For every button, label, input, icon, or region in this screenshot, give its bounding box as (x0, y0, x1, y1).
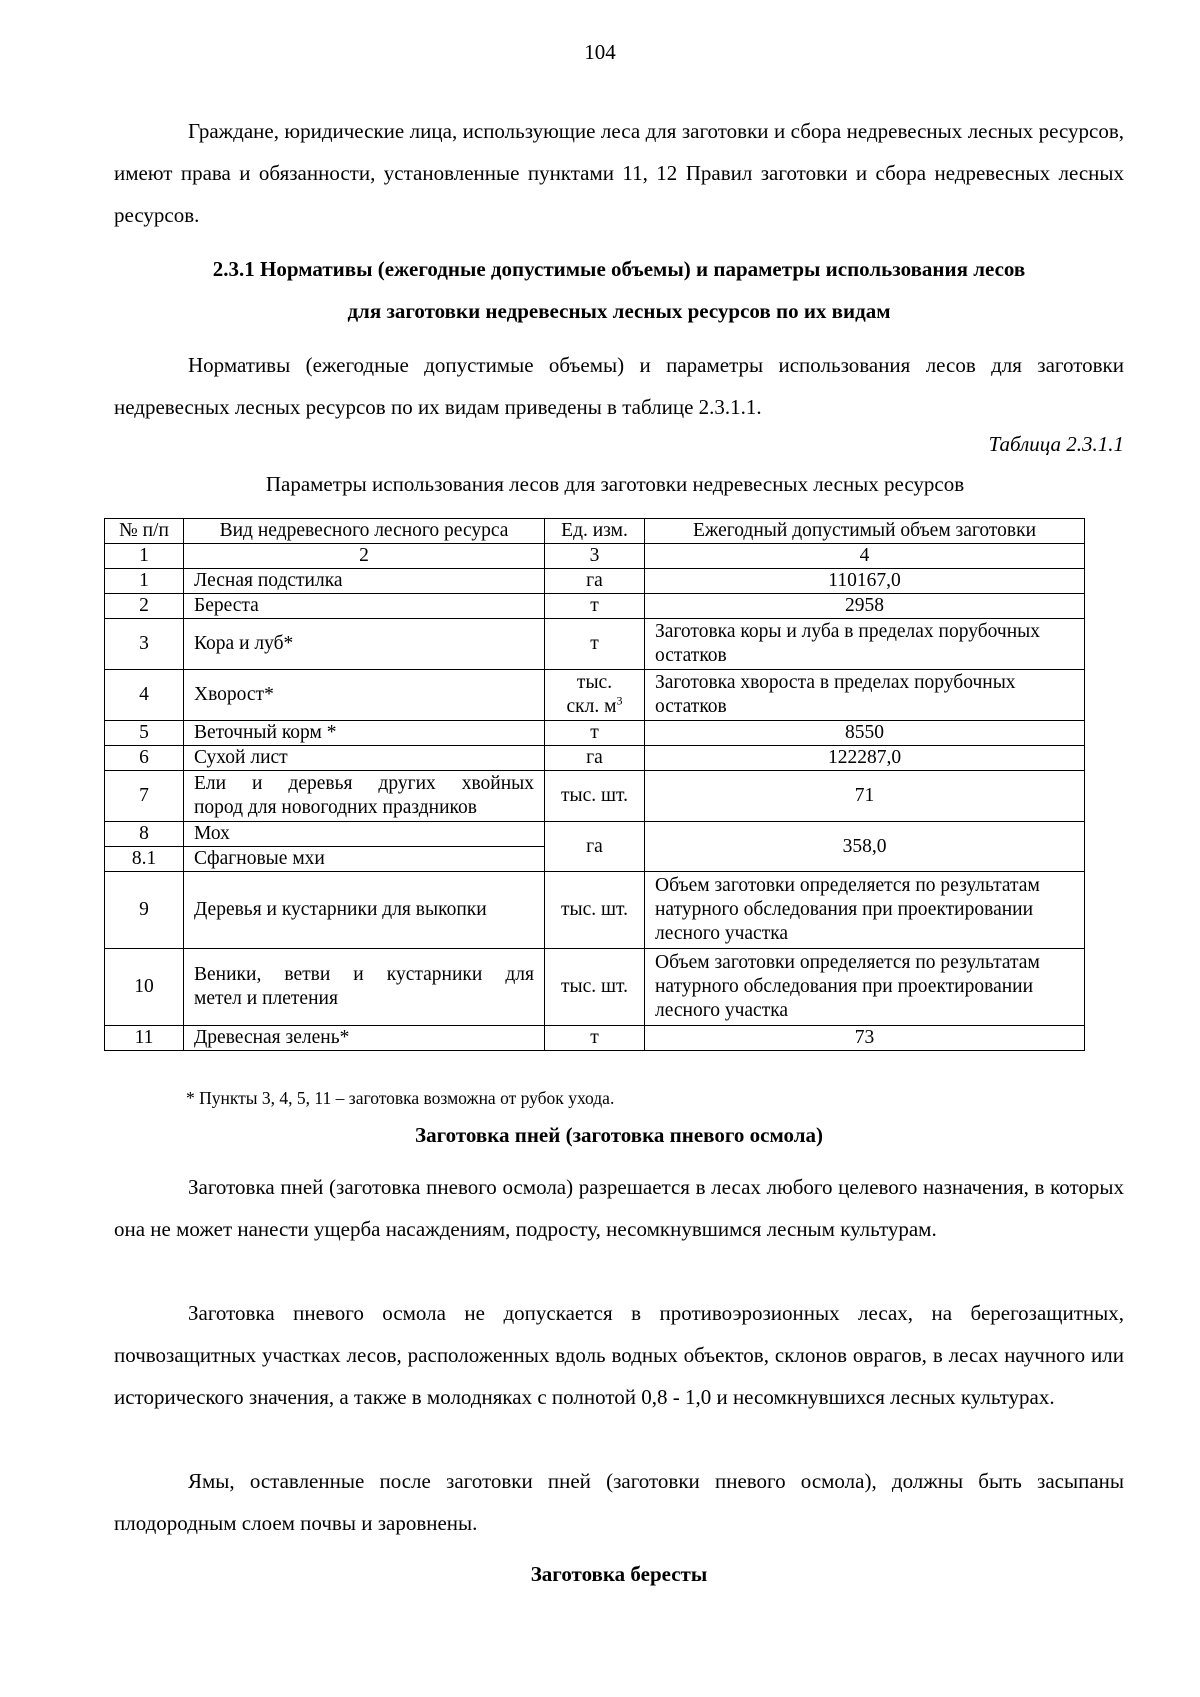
row-unit: га (545, 569, 645, 594)
column-number: 1 (105, 544, 184, 569)
table-footnote: * Пункты 3, 4, 5, 11 – заготовка возможна от рубок ухода. (186, 1088, 615, 1108)
table-row (105, 670, 1085, 721)
column-number: 4 (645, 544, 1085, 569)
row-volume: Объем заготовки определяется по результатам натурного обследования при проектировании лесного участка (645, 949, 1085, 1026)
section-paragraph: Нормативы (ежегодные допустимые объемы) и параметры использования лесов для заготовки недревесных лесных ресурсов по их видам приведены в таблице 2.3.1.1. (114, 353, 1124, 419)
row-volume: 2958 (645, 594, 1085, 619)
name-line-2: пород для новогодних праздников (194, 797, 477, 818)
row-resource-name: Кора и луб* (184, 619, 545, 670)
row-number: 4 (105, 670, 184, 721)
section-heading-line-1: 2.3.1 Нормативы (ежегодные допустимые объемы) и параметры использования лесов (212, 257, 1026, 281)
stumps-paragraph-2: Заготовка пневого осмола не допускается в противоэрозионных лесах, на берегозащитных, почвозащитных участках лесов, расположенных вдоль водных объектов, склонов оврагов, в лесах научного или исторического значения, а также в молодняках с полнотой 0,8 - 1,0 и несомкнувшихся лесных культурах. (114, 1301, 1124, 1409)
row-resource-name (184, 771, 545, 822)
stumps-paragraph-1: Заготовка пней (заготовка пневого осмола) разрешается в лесах любого целевого назначения, в которых она не может нанести ущерба насаждениям, подросту, несомкнувшимся лесным культурам. (114, 1175, 1124, 1241)
unit-superscript: 3 (616, 693, 623, 708)
row-number: 6 (105, 746, 184, 771)
row-number: 10 (105, 949, 184, 1026)
row-unit: тыс. шт. (545, 771, 645, 822)
row-unit: тыс. шт. (545, 949, 645, 1026)
row-resource-name: Сухой лист (184, 746, 545, 771)
table-caption: Параметры использования лесов для заготовки недревесных лесных ресурсов (265, 472, 965, 496)
row-number: 11 (105, 1026, 184, 1051)
row-volume: 110167,0 (645, 569, 1085, 594)
unit-line-2 (555, 695, 634, 719)
name-line-1: Ели и деревья других хвойных (194, 773, 534, 794)
table-row (105, 619, 1085, 670)
intro-paragraph: Граждане, юридические лица, использующие леса для заготовки и сбора недревесных лесных ресурсов, имеют права и обязанности, установленные пунктами 11, 12 Правил заготовки и сбора недревесных лесных ресурсов. (114, 119, 1124, 227)
merged-moss-unit: га (545, 822, 645, 872)
table-header-row (105, 519, 1085, 544)
row-volume: Заготовка коры и луба в пределах порубочных остатков (645, 619, 1085, 670)
row-resource-name: Береста (184, 594, 545, 619)
unit-line-1: тыс. (576, 672, 613, 693)
table-column-numbers-row (105, 544, 1085, 569)
table-row (105, 822, 1085, 847)
row-number: 9 (105, 872, 184, 949)
row-unit: тыс. шт. (545, 872, 645, 949)
row-resource-name: Сфагновые мхи (184, 847, 545, 872)
row-resource-name: Древесная зелень* (184, 1026, 545, 1051)
column-number: 2 (184, 544, 545, 569)
row-resource-name (184, 949, 545, 1026)
row-number: 3 (105, 619, 184, 670)
row-unit: т (545, 594, 645, 619)
stumps-heading: Заготовка пней (заготовка пневого осмола) (415, 1123, 823, 1147)
header-unit: Ед. изм. (545, 519, 645, 544)
row-unit: га (545, 746, 645, 771)
table-row (105, 594, 1085, 619)
unit-text: скл. м (566, 696, 617, 717)
row-unit (545, 670, 645, 721)
row-number: 8.1 (105, 847, 184, 872)
row-unit: т (545, 721, 645, 746)
row-resource-name: Деревья и кустарники для выкопки (184, 872, 545, 949)
name-line-1: Веники, ветви и кустарники для (194, 964, 534, 985)
table-row (105, 872, 1085, 949)
row-volume: Объем заготовки определяется по результатам натурного обследования при проектировании лесного участка (645, 872, 1085, 949)
row-resource-name: Хворост* (184, 670, 545, 721)
page-number: 104 (584, 40, 616, 64)
row-volume: 8550 (645, 721, 1085, 746)
row-unit: т (545, 619, 645, 670)
merged-moss-volume: 358,0 (645, 822, 1085, 872)
row-resource-name: Лесная подстилка (184, 569, 545, 594)
header-annual-volume: Ежегодный допустимый объем заготовки (645, 519, 1085, 544)
row-number: 1 (105, 569, 184, 594)
name-line-2: метел и плетения (194, 988, 338, 1009)
table-row (105, 949, 1085, 1026)
column-number: 3 (545, 544, 645, 569)
row-number: 5 (105, 721, 184, 746)
table-row (105, 1026, 1085, 1051)
row-resource-name: Мох (184, 822, 545, 847)
birch-bark-heading: Заготовка бересты (530, 1562, 708, 1586)
row-resource-name: Веточный корм * (184, 721, 545, 746)
section-heading-line-2: для заготовки недревесных лесных ресурсов по их видам (347, 299, 891, 323)
row-volume: 71 (645, 771, 1085, 822)
table-row (105, 721, 1085, 746)
row-volume: 122287,0 (645, 746, 1085, 771)
table-row (105, 771, 1085, 822)
stumps-paragraph-3: Ямы, оставленные после заготовки пней (заготовки пневого осмола), должны быть засыпаны плодородным слоем почвы и заровнены. (114, 1469, 1124, 1535)
header-resource-type: Вид недревесного лесного ресурса (184, 519, 545, 544)
row-volume: 73 (645, 1026, 1085, 1051)
header-number: № п/п (105, 519, 184, 544)
row-number: 7 (105, 771, 184, 822)
table-label: Таблица 2.3.1.1 (988, 432, 1124, 456)
row-volume: Заготовка хвороста в пределах порубочных остатков (645, 670, 1085, 721)
parameters-table (104, 518, 1085, 1051)
row-number: 2 (105, 594, 184, 619)
row-number: 8 (105, 822, 184, 847)
row-unit: т (545, 1026, 645, 1051)
table-row (105, 569, 1085, 594)
table-row (105, 746, 1085, 771)
